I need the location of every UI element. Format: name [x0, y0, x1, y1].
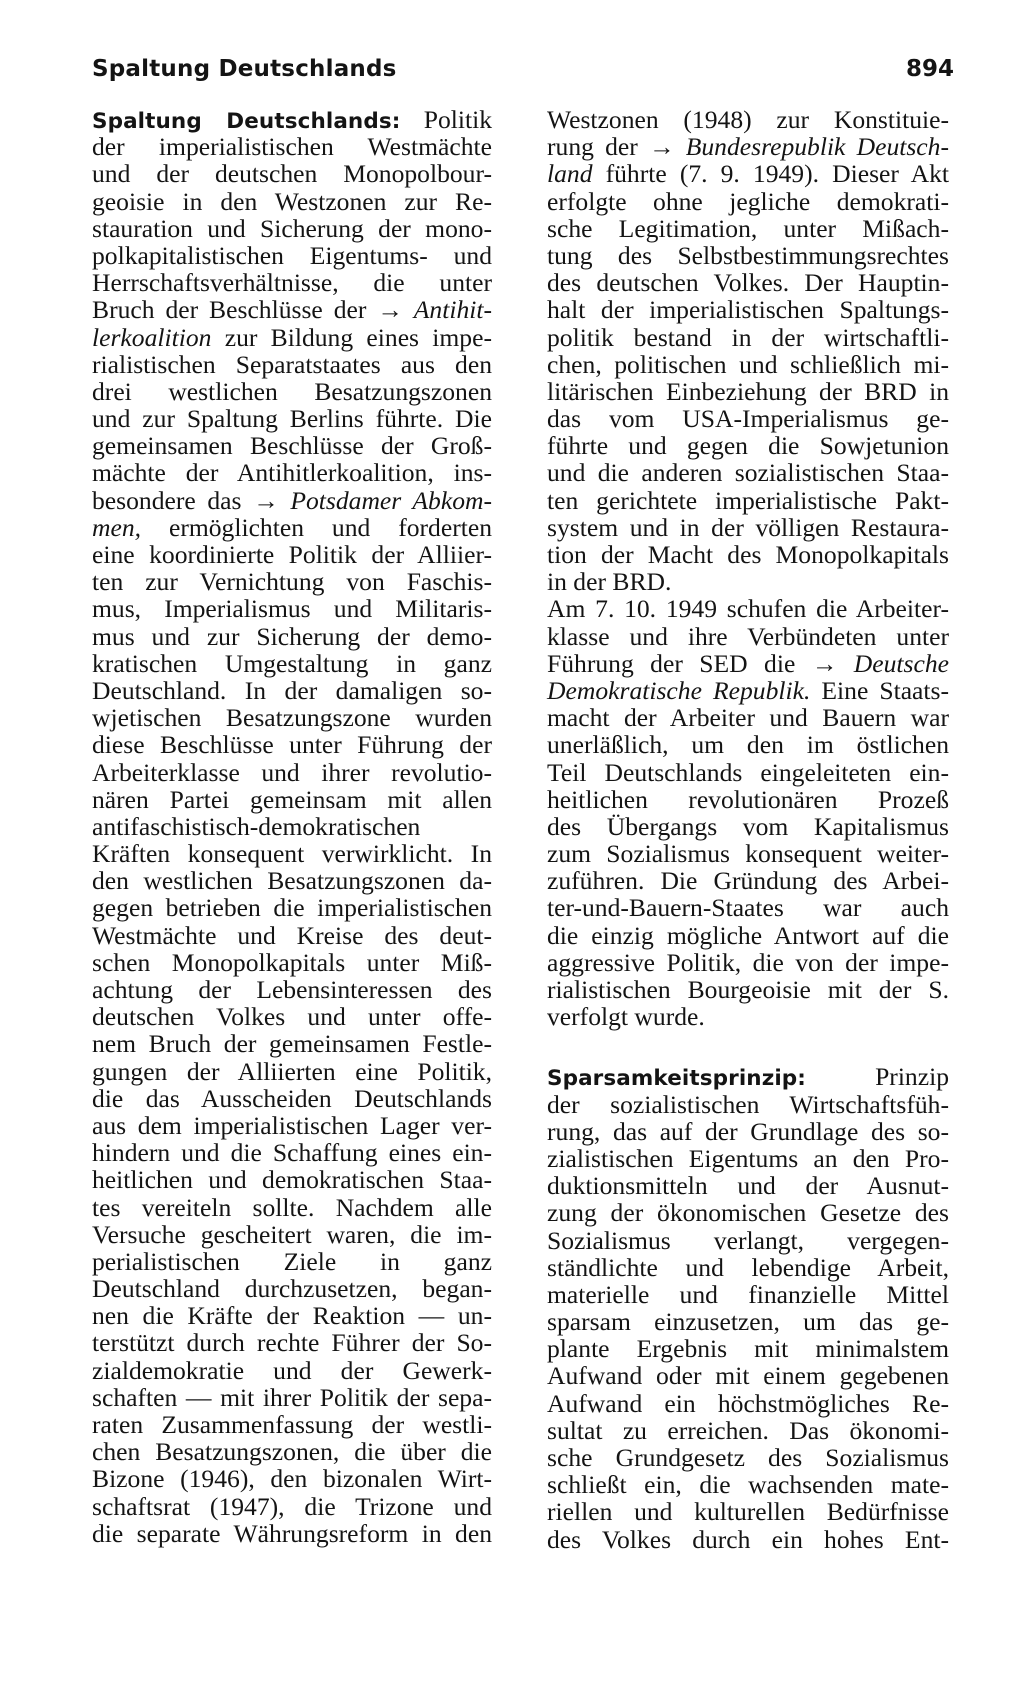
entry-text: ten zur Vernichtung von Faschis- [92, 567, 492, 597]
text-line [92, 514, 492, 541]
text-line [92, 650, 492, 677]
left-column [92, 106, 492, 1547]
entry-text: litärischen Einbeziehung der BRD in [547, 376, 949, 406]
text-line [547, 324, 949, 351]
cross-reference: Demokratische Republik. [547, 675, 811, 705]
entry-text: stauration und Sicherung der mono- [92, 213, 492, 243]
entry-text: Am 7. 10. 1949 schufen die Arbeiter- [547, 594, 949, 624]
entry-text: Westmächte und Kreise des deut- [92, 920, 492, 950]
text-line [92, 1058, 492, 1085]
entry-text: aggressive Politik, die von der impe- [547, 947, 949, 977]
text-line [92, 1411, 492, 1438]
entry-text: Sozialismus verlangt, vergegen- [547, 1225, 949, 1255]
entry-text: deutschen Volkes und unter offe- [92, 1002, 492, 1032]
text-line [92, 296, 492, 323]
text-line [547, 296, 949, 323]
entry-keyword: Sparsamkeitsprinzip: [547, 1066, 806, 1092]
entry-text: das vom USA-Imperialismus ge- [547, 404, 949, 434]
text-line [547, 650, 949, 677]
entry-text: duktionsmitteln und der Ausnut- [547, 1171, 949, 1201]
entry-first-line [92, 106, 492, 133]
text-line [547, 1526, 949, 1553]
text-line [547, 759, 949, 786]
text-line [92, 405, 492, 432]
entry-text: zuführen. Die Gründung des Arbei- [547, 866, 949, 896]
text-line [92, 1194, 492, 1221]
entry-text: Politik [423, 105, 492, 134]
entry-text: Bizone (1946), den bizonalen Wirt- [92, 1464, 492, 1494]
text-line [92, 1493, 492, 1520]
entry-text: terstützt durch rechte Führer der So- [92, 1328, 492, 1358]
entry-text: tung des Selbstbestimmungsrechtes [547, 240, 949, 270]
cross-reference: land [547, 159, 593, 189]
cross-reference: Deutsche [853, 648, 949, 678]
cross-reference: Antihit- [413, 295, 492, 325]
text-line [547, 704, 949, 731]
entry-text: system und in der völligen Restaura- [547, 512, 949, 542]
text-line [547, 514, 949, 541]
text-line [547, 623, 949, 650]
entry-text: führte und gegen die Sowjetunion [547, 431, 949, 461]
text-line [547, 188, 949, 215]
entry-text: tion der Macht des Monopolkapitals [547, 540, 949, 569]
entry-text: schen Monopolkapitals unter Miß- [92, 947, 492, 977]
entry-text: politik bestand in der wirtschaftli- [547, 322, 949, 352]
entry-text: chen, politischen und schließlich mi- [547, 349, 949, 379]
entry-text: des Übergangs vom Kapitalismus [547, 811, 949, 841]
entry-text: sparsam einzusetzen, um das ge- [547, 1307, 949, 1337]
text-line [547, 677, 949, 704]
entry-text: achtung der Lebensinteressen des [92, 975, 492, 1004]
text-line [92, 813, 492, 840]
text-line [92, 1248, 492, 1275]
entry-text: und zur Spaltung Berlins führte. Die [92, 404, 492, 434]
entry-text: Deutschland durchzusetzen, began- [92, 1274, 492, 1304]
entry-text: die separate Währungsreform in den [92, 1518, 492, 1548]
text-line [547, 813, 949, 840]
entry-text: eine koordinierte Politik der Alliier- [92, 540, 492, 569]
entry-text: ermöglichten und forderten [141, 512, 492, 542]
entry-text: tes vereiteln sollte. Nachdem alle [92, 1192, 492, 1222]
text-line [92, 1384, 492, 1411]
text-line [547, 1172, 949, 1199]
text-line [547, 1390, 949, 1417]
entry-text: klasse und ihre Verbündeten unter [547, 621, 949, 651]
entry-text: ständlichte und lebendige Arbeit, [547, 1252, 949, 1282]
text-line [547, 1335, 949, 1362]
entry-text: rung der → [547, 132, 686, 162]
text-line [92, 1221, 492, 1248]
text-line [92, 867, 492, 894]
entry-text: Westzonen (1948) zur Konstituie- [547, 105, 949, 134]
entry-text: diese Beschlüsse unter Führung der [92, 730, 492, 760]
text-line [92, 378, 492, 405]
text-line [92, 677, 492, 704]
entry-text: gungen der Alliierten eine Politik, [92, 1056, 492, 1086]
entry-text: zum Sozialismus konsequent weiter- [547, 839, 949, 869]
text-line [92, 133, 492, 160]
text-line [92, 324, 492, 351]
entry-text: ten gerichtete imperialistische Pakt- [547, 485, 949, 515]
entry-text: besondere das → [92, 485, 291, 515]
text-line [547, 894, 949, 921]
text-line [547, 1145, 949, 1172]
text-line [92, 1520, 492, 1547]
text-line [547, 867, 949, 894]
text-line [92, 759, 492, 786]
entry-text: nem Bruch der gemeinsamen Festle- [92, 1029, 492, 1059]
entry-text: hindern und die Schaffung eines ein- [92, 1138, 492, 1168]
text-line [547, 351, 949, 378]
text-line [92, 1085, 492, 1112]
text-line [92, 1438, 492, 1465]
entry-text: sche Legitimation, unter Mißach- [547, 213, 949, 243]
text-line [92, 595, 492, 622]
text-line [547, 432, 949, 459]
running-head-title: Spaltung Deutschlands [92, 56, 397, 82]
text-line [547, 242, 949, 269]
entry-text: Aufwand oder mit einem gegebenen [547, 1361, 949, 1391]
text-line [92, 704, 492, 731]
text-line [547, 160, 949, 187]
entry-text: plante Ergebnis mit minimalstem [547, 1334, 949, 1364]
text-line [547, 133, 949, 160]
entry-text: antifaschistisch-demokratischen [92, 811, 421, 841]
text-line [92, 1030, 492, 1057]
cross-reference: men, [92, 512, 142, 542]
entry-first-line [547, 1063, 949, 1090]
text-line [547, 1091, 949, 1118]
entry-text: zung der ökonomischen Gesetze des [547, 1198, 949, 1228]
entry-text: perialistischen Ziele in ganz [92, 1246, 492, 1276]
text-line [547, 595, 949, 622]
running-head [92, 56, 954, 88]
entry-text: Deutschland. In der damaligen so- [92, 675, 492, 705]
entry-text: in der BRD. [547, 567, 672, 597]
entry-text: drei westlichen Besatzungszonen [92, 376, 492, 406]
text-line [92, 188, 492, 215]
entry-keyword: Spaltung Deutschlands: [92, 109, 401, 134]
text-line [547, 1444, 949, 1471]
entry-text: macht der Arbeiter und Bauern war [547, 703, 949, 733]
text-line [92, 623, 492, 650]
entry-text: mächte der Antihitlerkoalition, ins- [92, 458, 492, 488]
entry-text: des deutschen Volkes. Der Hauptin- [547, 268, 949, 298]
text-line [547, 568, 949, 595]
entry-text: schaftsrat (1947), die Trizone und [92, 1491, 492, 1521]
text-line [92, 976, 492, 1003]
entry-text: des Volkes durch ein hohes Ent- [547, 1524, 949, 1554]
entry-text: mus, Imperialismus und Militaris- [92, 594, 492, 624]
text-line [547, 215, 949, 242]
text-line [547, 1227, 949, 1254]
text-line [547, 1254, 949, 1281]
text-line [547, 786, 949, 813]
text-line [92, 1357, 492, 1384]
entry-text: zialistischen Eigentums an den Pro- [547, 1143, 949, 1173]
text-line [547, 405, 949, 432]
text-line [92, 269, 492, 296]
entry-text: erfolgte ohne jegliche demokrati- [547, 186, 949, 216]
entry-text: Versuche gescheitert waren, die im- [92, 1219, 492, 1249]
entry-text: sche Grundgesetz des Sozialismus [547, 1443, 949, 1472]
entry-text: den westlichen Besatzungszonen da- [92, 866, 492, 896]
text-line [547, 1281, 949, 1308]
text-line [547, 1498, 949, 1525]
text-line [92, 1465, 492, 1492]
entry-text: Herrschaftsverhältnisse, die unter [92, 268, 492, 298]
text-line [92, 351, 492, 378]
text-line [92, 541, 492, 568]
entry-text: Prinzip [875, 1062, 949, 1092]
text-line [547, 1471, 949, 1498]
text-line [547, 922, 949, 949]
entry-text: kratischen Umgestaltung in ganz [92, 648, 492, 678]
entry-line-text [875, 1062, 949, 1091]
text-line [92, 432, 492, 459]
right-column [547, 106, 949, 1553]
text-line [547, 378, 949, 405]
text-line [92, 894, 492, 921]
text-line [92, 1329, 492, 1356]
entry-text: rialistischen Bourgeoisie mit der S. [547, 975, 949, 1004]
text-line [92, 1275, 492, 1302]
text-line [92, 160, 492, 187]
entry-text: sultat zu erreichen. Das ökonomi- [547, 1415, 949, 1445]
text-line [92, 1166, 492, 1193]
entry-text: gemeinsamen Beschlüsse der Groß- [92, 431, 492, 461]
entry-text: riellen und kulturellen Bedürfnisse [547, 1497, 949, 1527]
cross-reference: lerkoalition [92, 322, 212, 352]
entry-text: polkapitalistischen Eigentums- und [92, 240, 492, 270]
entry-text: heitlichen revolutionären Prozeß [547, 784, 949, 814]
entry-text: Arbeiterklasse und ihrer revolutio- [92, 757, 492, 787]
text-line [92, 242, 492, 269]
text-line [547, 949, 949, 976]
entry-text: geoisie in den Westzonen zur Re- [92, 186, 492, 216]
entry-text: rung, das auf der Grundlage des so- [547, 1116, 949, 1146]
entry-text: heitlichen und demokratischen Staa- [92, 1165, 492, 1195]
text-line [547, 541, 949, 568]
entry-text: der imperialistischen Westmächte [92, 132, 492, 162]
text-line [92, 1139, 492, 1166]
text-line [92, 215, 492, 242]
entry-text: Aufwand ein höchstmögliches Re- [547, 1388, 949, 1418]
text-line [547, 459, 949, 486]
entry-text: chen Besatzungszonen, die über die [92, 1437, 492, 1467]
entry-text: rialistischen Separatstaates aus den [92, 349, 492, 379]
entry-text: raten Zusammenfassung der westli- [92, 1410, 492, 1439]
entry-text: und die anderen sozialistischen Staa- [547, 458, 949, 488]
text-line [547, 976, 949, 1003]
entry-line-text [424, 105, 492, 134]
text-line [547, 106, 949, 133]
text-line [92, 949, 492, 976]
entry-text: die das Ausscheiden Deutschlands [92, 1083, 492, 1113]
entry-text: schließt ein, die wachsenden mate- [547, 1470, 949, 1500]
entry-text: halt der imperialistischen Spaltungs- [547, 295, 949, 325]
text-line [547, 1199, 949, 1226]
entry-text: verfolgt wurde. [547, 1002, 705, 1032]
text-line [92, 568, 492, 595]
cross-reference: Potsdamer Abkom- [290, 485, 492, 515]
cross-reference: Bundesrepublik Deutsch- [685, 132, 949, 162]
text-line [92, 840, 492, 867]
entry-gap [547, 1030, 949, 1063]
entry-text: gegen betrieben die imperialistischen [92, 893, 492, 923]
entry-text: aus dem imperialistischen Lager ver- [92, 1110, 492, 1140]
text-line [92, 922, 492, 949]
entry-text: wjetischen Besatzungszone wurden [92, 703, 492, 733]
page-number: 894 [905, 56, 954, 82]
text-line [92, 459, 492, 486]
entry-text: Führung der SED die → [547, 648, 854, 678]
text-line [92, 1003, 492, 1030]
entry-text: schaften — mit ihrer Politik der sepa- [92, 1382, 492, 1412]
text-line [547, 1118, 949, 1145]
text-line [547, 1417, 949, 1444]
entry-text: zur Bildung eines impe- [211, 322, 492, 352]
text-line [547, 269, 949, 296]
text-line [92, 731, 492, 758]
entry-text: materielle und finanzielle Mittel [547, 1279, 949, 1309]
entry-text: mus und zur Sicherung der demo- [92, 621, 492, 651]
entry-text: unerläßlich, um den im östlichen [547, 730, 949, 760]
entry-text: Eine Staats- [810, 675, 950, 705]
text-line [92, 487, 492, 514]
entry-text: und der deutschen Monopolbour- [92, 159, 492, 189]
text-line [92, 1112, 492, 1139]
entry-text: Teil Deutschlands eingeleiteten ein- [547, 757, 949, 787]
entry-text: ter-und-Bauern-Staates war auch [547, 893, 949, 923]
text-line [92, 1302, 492, 1329]
entry-text: nären Partei gemeinsam mit allen [92, 784, 492, 814]
text-line [547, 1003, 949, 1030]
entry-text: Bruch der Beschlüsse der → [92, 295, 414, 325]
text-line [547, 840, 949, 867]
entry-text: führte (7. 9. 1949). Dieser Akt [592, 159, 949, 189]
text-line [547, 731, 949, 758]
entry-text: nen die Kräfte der Reaktion — un- [92, 1301, 492, 1331]
entry-text: die einzig mögliche Antwort auf die [547, 920, 949, 950]
text-line [547, 487, 949, 514]
entry-text: zialdemokratie und der Gewerk- [92, 1355, 492, 1385]
entry-text: Kräften konsequent verwirklicht. In [92, 839, 492, 869]
text-line [547, 1308, 949, 1335]
text-line [547, 1362, 949, 1389]
text-line [92, 786, 492, 813]
entry-text: der sozialistischen Wirtschaftsfüh- [547, 1089, 949, 1119]
